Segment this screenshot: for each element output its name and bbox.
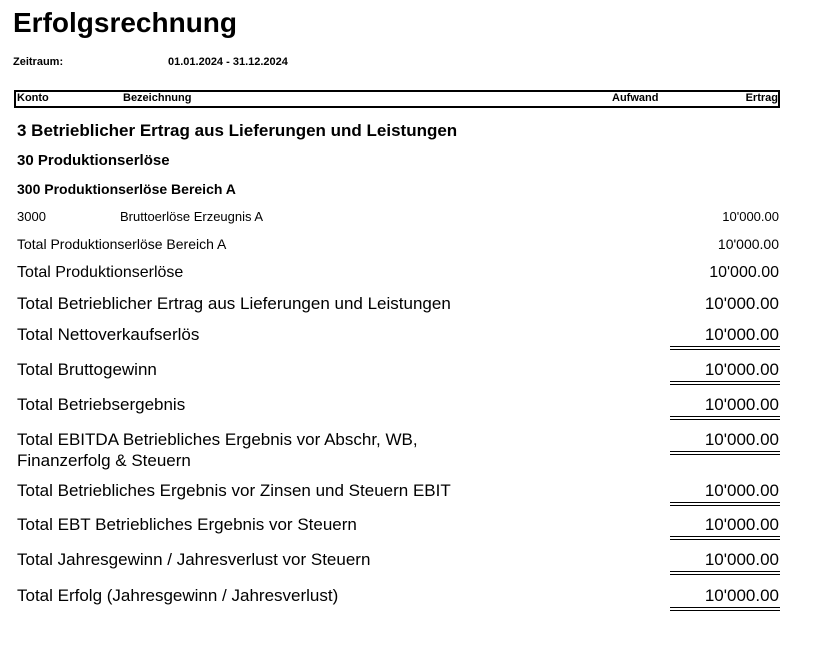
column-header-bezeichnung: Bezeichnung bbox=[123, 92, 192, 104]
period-label: Zeitraum: bbox=[13, 56, 64, 68]
group-heading-3: 3 Betrieblicher Ertrag aus Lieferungen und Leistungen bbox=[17, 121, 458, 140]
double-underline bbox=[670, 451, 780, 455]
total-value: 10'000.00 bbox=[704, 360, 779, 379]
column-header-ertrag: Ertrag bbox=[745, 92, 778, 104]
column-header-aufwand: Aufwand bbox=[612, 92, 659, 104]
account-name: Bruttoerlöse Erzeugnis A bbox=[120, 209, 264, 224]
total-label-line1: Total EBITDA Betriebliches Ergebnis vor Abschr, WB, bbox=[17, 430, 418, 449]
page-title: Erfolgsrechnung bbox=[13, 7, 238, 38]
total-label: Total Betrieblicher Ertrag aus Lieferungen und Leistungen bbox=[17, 294, 451, 313]
double-underline bbox=[670, 502, 780, 506]
double-underline bbox=[670, 381, 780, 385]
total-label: Total Nettoverkaufserlös bbox=[17, 325, 200, 344]
total-value: 10'000.00 bbox=[704, 294, 779, 313]
total-value: 10'000.00 bbox=[717, 236, 779, 252]
total-label: Total Produktionserlöse bbox=[17, 264, 184, 281]
total-value: 10'000.00 bbox=[704, 481, 779, 500]
total-label: Total Produktionserlöse Bereich A bbox=[17, 236, 227, 252]
double-underline bbox=[670, 536, 780, 540]
total-value: 10'000.00 bbox=[704, 430, 779, 449]
total-label: Total Betriebliches Ergebnis vor Zinsen und Steuern EBIT bbox=[17, 481, 451, 500]
total-value: 10'000.00 bbox=[704, 586, 779, 605]
total-value: 10'000.00 bbox=[704, 550, 779, 569]
total-label: Total EBT Betriebliches Ergebnis vor Steuern bbox=[17, 515, 357, 534]
total-label: Total Jahresgewinn / Jahresverlust vor Steuern bbox=[17, 550, 371, 569]
total-label: Total Erfolg (Jahresgewinn / Jahresverlust) bbox=[17, 586, 339, 605]
double-underline bbox=[670, 416, 780, 420]
total-value: 10'000.00 bbox=[709, 264, 779, 281]
total-value: 10'000.00 bbox=[704, 515, 779, 534]
total-value: 10'000.00 bbox=[704, 395, 779, 414]
group-heading-30: 30 Produktionserlöse bbox=[17, 152, 170, 169]
period-value: 01.01.2024 - 31.12.2024 bbox=[168, 56, 288, 68]
account-number: 3000 bbox=[17, 209, 46, 224]
total-label-line2: Finanzerfolg & Steuern bbox=[17, 451, 191, 470]
group-heading-300: 300 Produktionserlöse Bereich A bbox=[17, 181, 236, 197]
double-underline bbox=[670, 571, 780, 575]
double-underline bbox=[670, 607, 780, 611]
account-ertrag: 10'000.00 bbox=[722, 209, 779, 224]
double-underline bbox=[670, 346, 780, 350]
total-value: 10'000.00 bbox=[704, 325, 779, 344]
column-header-konto: Konto bbox=[17, 92, 49, 104]
total-label: Total Betriebsergebnis bbox=[17, 395, 186, 414]
total-label: Total Bruttogewinn bbox=[17, 360, 157, 379]
